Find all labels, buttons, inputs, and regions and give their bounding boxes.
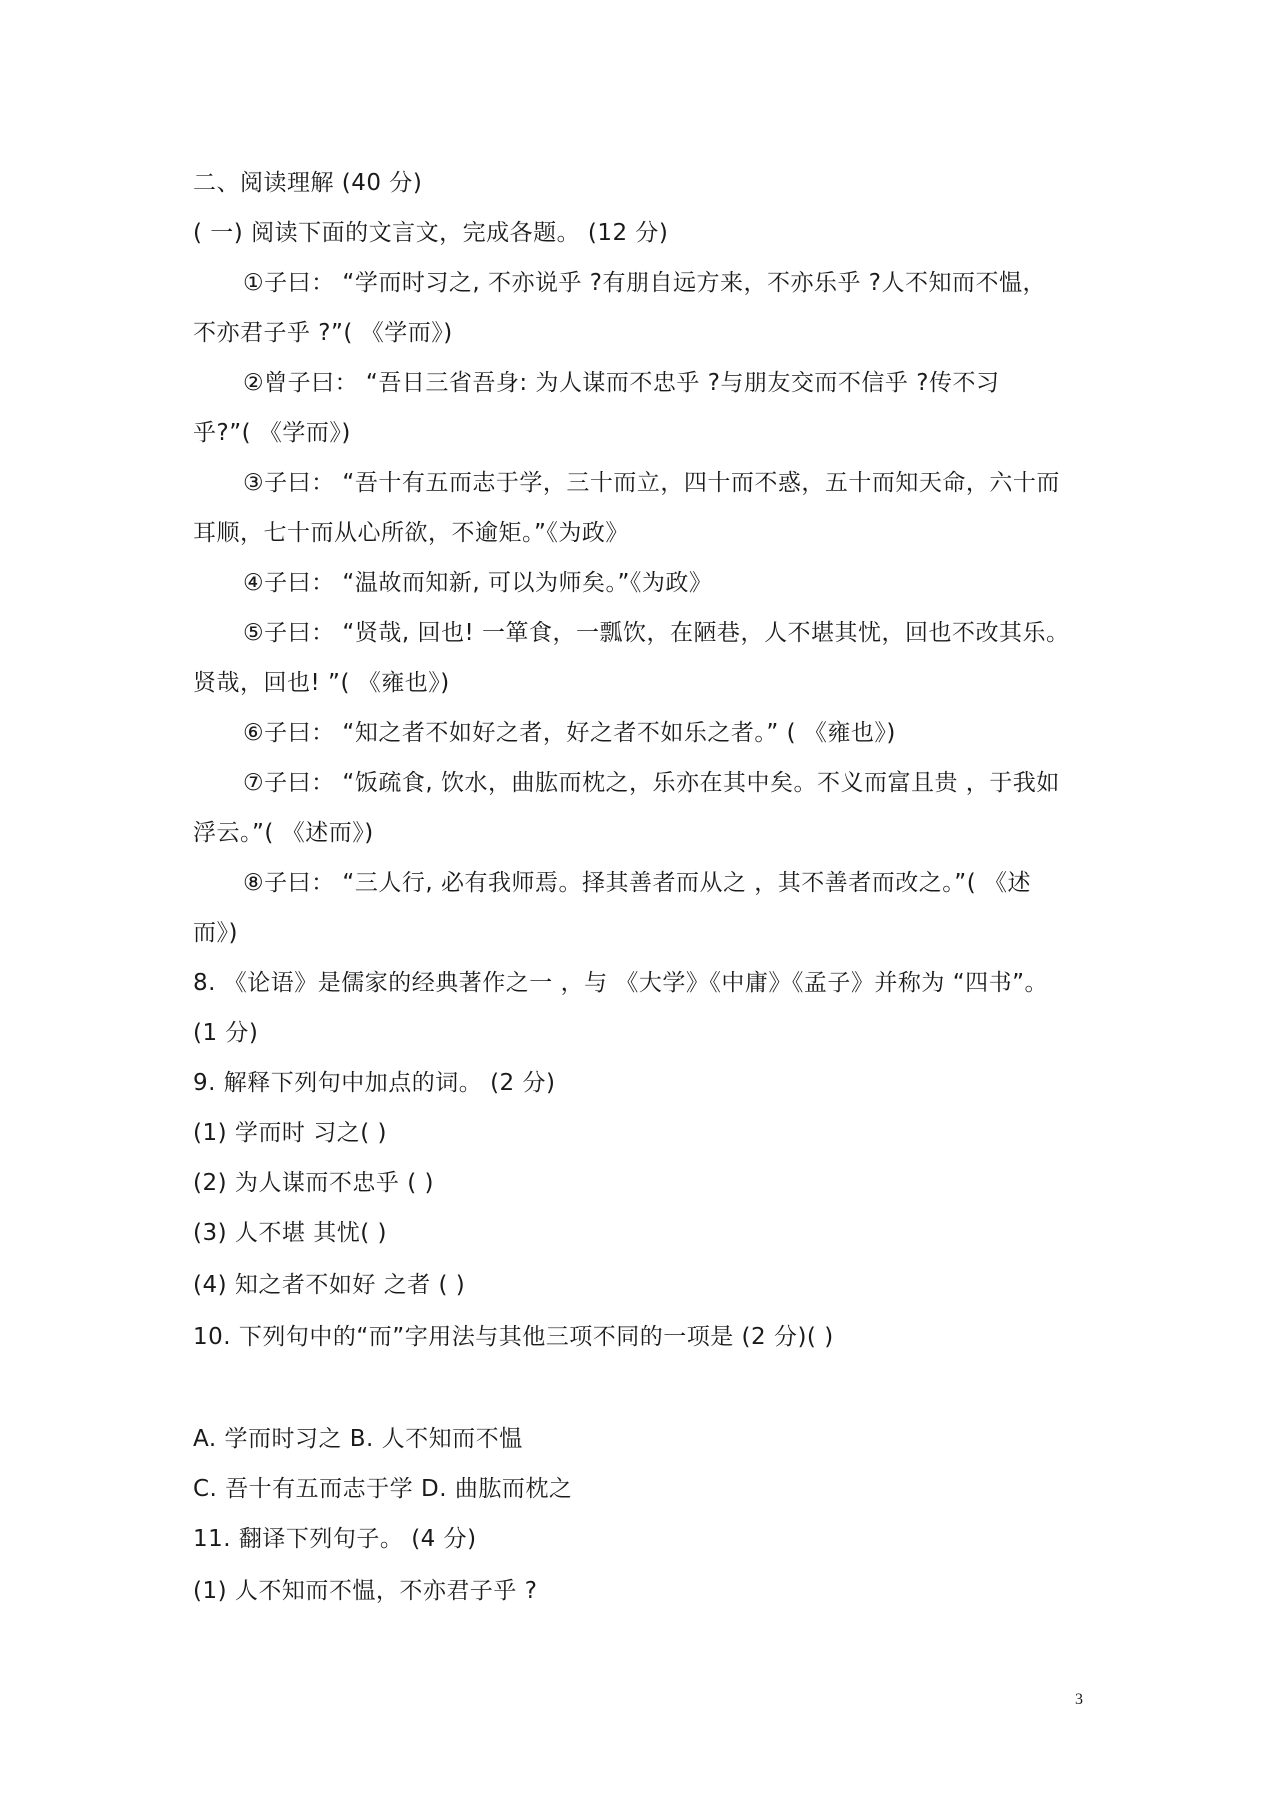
- question-10-options-row-2: C. 吾十有五而志于学 D. 曲肱而枕之: [193, 1476, 573, 1502]
- passage-6-line-1: ⑥子曰： “知之者不如好之者，好之者不如乐之者。” ( 《雍也》): [243, 720, 896, 746]
- passage-3-line-2: 耳顺，七十而从心所欲，不逾矩。”《为政》: [193, 520, 629, 546]
- question-11-title: 11. 翻译下列句子。 (4 分): [193, 1526, 477, 1552]
- passage-1-line-2: 不亦君子乎 ?”( 《学而》): [193, 320, 453, 346]
- passage-7-line-1: ⑦子曰： “饭疏食, 饮水，曲肱而枕之，乐亦在其中矣。不义而富且贵 ，于我如: [243, 770, 1060, 796]
- passage-2-line-2: 乎?”( 《学而》): [193, 420, 351, 446]
- question-9-title: 9. 解释下列句中加点的词。 (2 分): [193, 1070, 556, 1096]
- passage-2-line-1: ②曾子曰： “吾日三省吾身: 为人谋而不忠乎 ?与朋友交而不信乎 ?传不习: [243, 370, 1000, 396]
- question-9-item-4: (4) 知之者不如好 之者 ( ): [193, 1272, 466, 1298]
- passage-1-line-1: ①子曰： “学而时习之, 不亦说乎 ?有朋自远方来，不亦乐乎 ?人不知而不愠，: [243, 270, 1047, 296]
- question-8-line-1: 8. 《论语》是儒家的经典著作之一 ，与 《大学》《中庸》《孟子》并称为 “四书”。: [193, 970, 1049, 996]
- question-10-options-row-1: A. 学而时习之 B. 人不知而不愠: [193, 1426, 523, 1452]
- question-9-item-2: (2) 为人谋而不忠乎 ( ): [193, 1170, 434, 1196]
- passage-8-line-2: 而》): [193, 920, 238, 946]
- question-8-line-2: (1 分): [193, 1020, 259, 1046]
- passage-3-line-1: ③子曰： “吾十有五而志于学，三十而立，四十而不惑，五十而知天命，六十而: [243, 470, 1060, 496]
- passage-7-line-2: 浮云。”( 《述而》): [193, 820, 374, 846]
- section-title: 二、阅读理解 (40 分): [193, 170, 423, 196]
- passage-4-line-1: ④子曰： “温故而知新, 可以为师矣。”《为政》: [243, 570, 713, 596]
- question-9-item-3: (3) 人不堪 其忧( ): [193, 1220, 387, 1246]
- subsection-title: ( 一) 阅读下面的文言文，完成各题。 (12 分): [193, 220, 669, 246]
- question-10-title: 10. 下列句中的“而”字用法与其他三项不同的一项是 (2 分)( ): [193, 1324, 834, 1350]
- question-9-item-1: (1) 学而时 习之( ): [193, 1120, 387, 1146]
- passage-8-line-1: ⑧子曰： “三人行, 必有我师焉。择其善者而从之 ，其不善者而改之。”( 《述: [243, 870, 1031, 896]
- page-number: 3: [1075, 1691, 1083, 1708]
- passage-5-line-2: 贤哉，回也! ”( 《雍也》): [193, 670, 450, 696]
- question-11-item-1: (1) 人不知而不愠，不亦君子乎 ?: [193, 1578, 538, 1604]
- passage-5-line-1: ⑤子曰： “贤哉, 回也! 一箪食，一瓢饮，在陋巷，人不堪其忧，回也不改其乐。: [243, 620, 1070, 646]
